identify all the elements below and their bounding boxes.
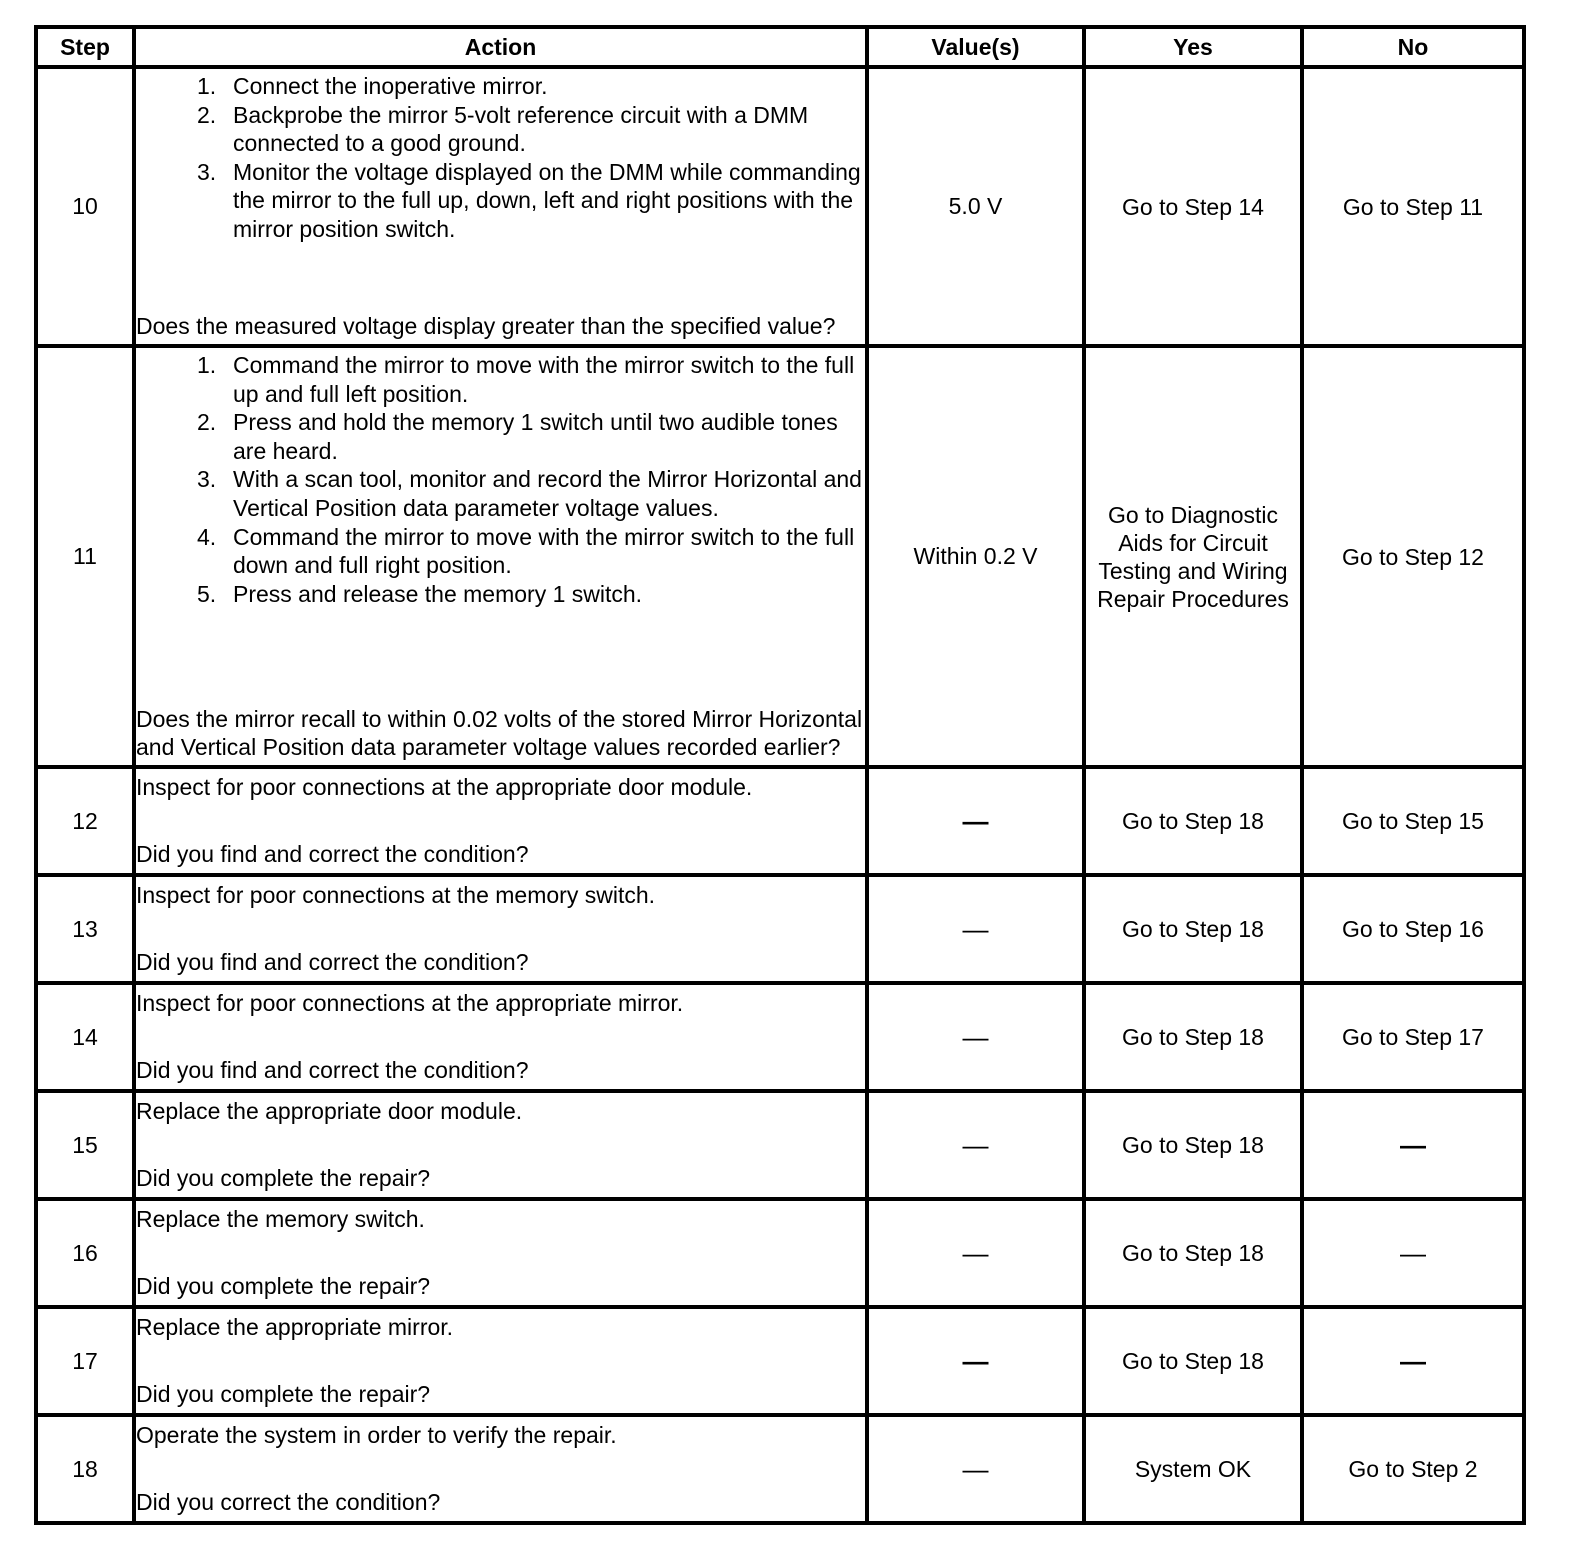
- list-number: 3.: [197, 158, 217, 185]
- step-number: 10: [36, 67, 134, 346]
- list-text: Connect the inoperative mirror.: [233, 73, 548, 99]
- no-dash: —: [1400, 1129, 1426, 1160]
- value-dash: —: [962, 1129, 989, 1160]
- action-question: Did you find and correct the condition?: [136, 1057, 529, 1084]
- action-step-list: [136, 351, 865, 608]
- header-no: No: [1302, 27, 1524, 67]
- list-text: Press and hold the memory 1 switch until two audible tones are heard.: [233, 409, 838, 464]
- step-number: 15: [36, 1091, 134, 1199]
- yes-cell: Go to Step 18: [1084, 1091, 1302, 1199]
- yes-cell: Go to Step 18: [1084, 875, 1302, 983]
- action-instruction: Replace the memory switch.: [136, 1206, 425, 1232]
- list-text: Monitor the voltage displayed on the DMM while commanding the mirror to the full up, down, left and right positions with the mirror position switch.: [233, 158, 861, 242]
- action-question: Does the measured voltage display greater than the specified value?: [136, 313, 836, 340]
- action-instruction: Replace the appropriate door module.: [136, 1098, 523, 1124]
- value-dash: —: [962, 805, 989, 836]
- value-dash: —: [962, 1237, 989, 1268]
- action-question: Did you complete the repair?: [136, 1381, 431, 1408]
- table-row: [36, 767, 1524, 875]
- action-question: Did you correct the condition?: [136, 1489, 441, 1516]
- list-item: [136, 523, 865, 580]
- list-number: 1.: [197, 73, 217, 99]
- list-item: [136, 101, 865, 158]
- list-item: [136, 580, 865, 609]
- yes-cell: Go to Step 18: [1084, 983, 1302, 1091]
- value-dash: —: [962, 1453, 989, 1484]
- value-cell: [867, 875, 1084, 983]
- value-cell: [867, 767, 1084, 875]
- list-number: 5.: [197, 580, 217, 607]
- table-row: [36, 346, 1524, 767]
- yes-cell: Go to Step 18: [1084, 767, 1302, 875]
- action-cell: [134, 767, 867, 875]
- action-cell: [134, 1415, 867, 1523]
- header-step: Step: [36, 27, 134, 67]
- value-dash: —: [962, 913, 989, 944]
- action-cell: [134, 1307, 867, 1415]
- action-question: Does the mirror recall to within 0.02 volts of the stored Mirror Horizontal and Vertical Position data parameter voltage values recorded earlier?: [136, 705, 863, 761]
- yes-cell: Go to Step 18: [1084, 1307, 1302, 1415]
- step-number: 13: [36, 875, 134, 983]
- action-instruction: Inspect for poor connections at the appropriate door module.: [136, 774, 753, 800]
- no-cell: [1302, 1091, 1524, 1199]
- list-text: Command the mirror to move with the mirror switch to the full up and full left position.: [233, 352, 855, 407]
- action-instruction: Inspect for poor connections at the memory switch.: [136, 882, 656, 908]
- value-cell: Within 0.2 V: [867, 346, 1084, 767]
- value-cell: 5.0 V: [867, 67, 1084, 346]
- action-question: Did you complete the repair?: [136, 1165, 431, 1192]
- no-cell: Go to Step 2: [1302, 1415, 1524, 1523]
- value-cell: [867, 983, 1084, 1091]
- value-dash: —: [962, 1345, 989, 1376]
- value-cell: [867, 1307, 1084, 1415]
- table-row: [36, 1307, 1524, 1415]
- no-cell: Go to Step 16: [1302, 875, 1524, 983]
- action-cell: [134, 346, 867, 767]
- no-cell: [1302, 1199, 1524, 1307]
- action-cell: [134, 1091, 867, 1199]
- header-action: Action: [134, 27, 867, 67]
- action-question: Did you find and correct the condition?: [136, 949, 529, 976]
- action-instruction: Inspect for poor connections at the appropriate mirror.: [136, 990, 684, 1016]
- list-item: [136, 465, 865, 522]
- table-row: [36, 983, 1524, 1091]
- yes-cell: System OK: [1084, 1415, 1302, 1523]
- list-item: [136, 408, 865, 465]
- yes-cell: Go to Step 18: [1084, 1199, 1302, 1307]
- action-cell: [134, 1199, 867, 1307]
- table-row: [36, 1415, 1524, 1523]
- yes-cell: Go to Diagnostic Aids for Circuit Testing and Wiring Repair Procedures: [1084, 346, 1302, 767]
- table-row: [36, 1199, 1524, 1307]
- diagnostic-table: [34, 25, 1526, 1525]
- step-number: 11: [36, 346, 134, 767]
- list-item: [136, 72, 865, 101]
- value-cell: [867, 1415, 1084, 1523]
- action-question: Did you complete the repair?: [136, 1273, 431, 1300]
- list-number: 3.: [197, 466, 217, 493]
- list-number: 4.: [197, 523, 217, 550]
- step-number: 18: [36, 1415, 134, 1523]
- no-dash: —: [1400, 1237, 1426, 1268]
- header-yes: Yes: [1084, 27, 1302, 67]
- no-cell: Go to Step 17: [1302, 983, 1524, 1091]
- list-text: Press and release the memory 1 switch.: [233, 580, 643, 607]
- action-cell: [134, 983, 867, 1091]
- action-cell: [134, 875, 867, 983]
- action-instruction: Operate the system in order to verify the repair.: [136, 1422, 617, 1448]
- value-cell: [867, 1091, 1084, 1199]
- step-number: 16: [36, 1199, 134, 1307]
- table-row: [36, 67, 1524, 346]
- step-number: 14: [36, 983, 134, 1091]
- no-cell: Go to Step 11: [1302, 67, 1524, 346]
- action-question: Did you find and correct the condition?: [136, 841, 529, 868]
- no-dash: —: [1400, 1345, 1426, 1376]
- table-row: [36, 875, 1524, 983]
- list-number: 2.: [197, 101, 217, 128]
- list-text: Backprobe the mirror 5-volt reference circuit with a DMM connected to a good ground.: [233, 101, 809, 157]
- no-cell: Go to Step 12: [1302, 346, 1524, 767]
- list-item: [136, 351, 865, 408]
- list-item: [136, 158, 865, 244]
- header-row: [36, 27, 1524, 67]
- action-instruction: Replace the appropriate mirror.: [136, 1314, 454, 1340]
- step-number: 12: [36, 767, 134, 875]
- yes-cell: Go to Step 14: [1084, 67, 1302, 346]
- table-row: [36, 1091, 1524, 1199]
- list-number: 2.: [197, 409, 217, 436]
- action-step-list: [136, 72, 865, 244]
- value-cell: [867, 1199, 1084, 1307]
- action-cell: [134, 67, 867, 346]
- header-values: Value(s): [867, 27, 1084, 67]
- value-dash: —: [962, 1021, 989, 1052]
- step-number: 17: [36, 1307, 134, 1415]
- no-cell: [1302, 1307, 1524, 1415]
- list-text: Command the mirror to move with the mirror switch to the full down and full right position.: [233, 523, 855, 579]
- no-cell: Go to Step 15: [1302, 767, 1524, 875]
- diagnostic-table-document: [34, 25, 1526, 1525]
- list-text: With a scan tool, monitor and record the Mirror Horizontal and Vertical Position data parameter voltage values.: [233, 466, 862, 521]
- list-number: 1.: [197, 352, 217, 378]
